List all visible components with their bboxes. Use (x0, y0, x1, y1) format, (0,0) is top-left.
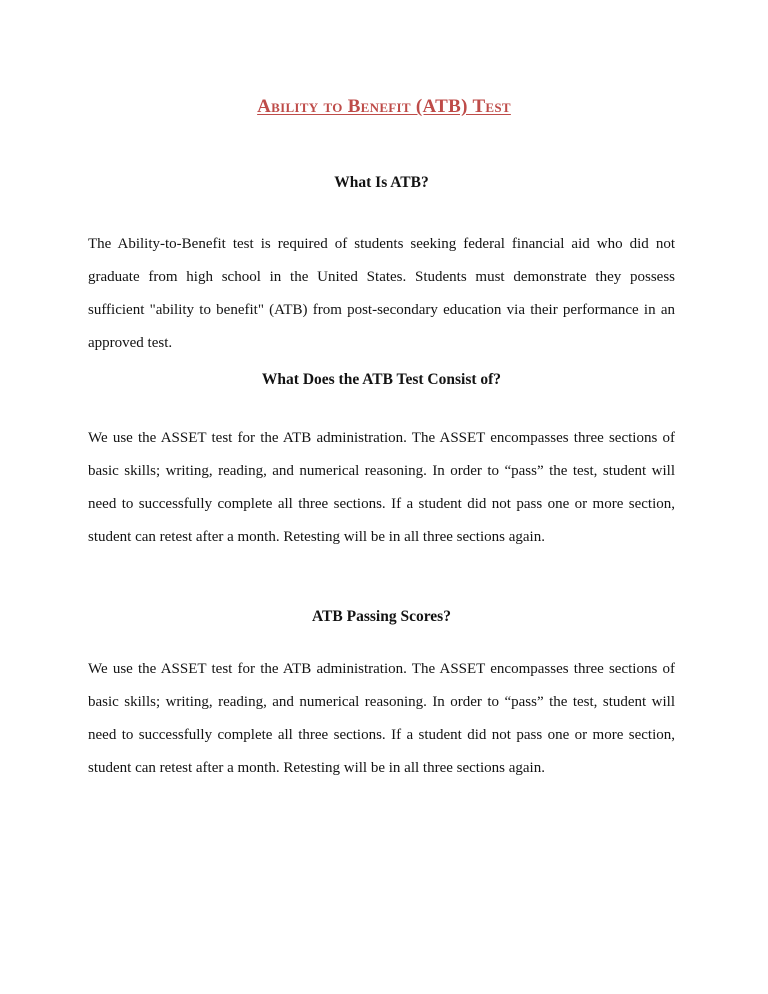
section-body-atb-passing-scores: We use the ASSET test for the ATB administration. The ASSET encompasses three sections of basic skills; writing, reading, and numerical reasoning. In order to “pass” the test, student will need to successfully complete all three sections. If a student did not pass one or more section, student can retest after a month. Retesting will be in all three sections again. (88, 661, 675, 776)
section-body-atb-test-consist: We use the ASSET test for the ATB administration. The ASSET encompasses three sections of basic skills; writing, reading, and numerical reasoning. In order to “pass” the test, student will need to successfully complete all three sections. If a student did not pass one or more section, student can retest after a month. Retesting will be in all three sections again. (88, 430, 675, 545)
document-title: Ability to Benefit (ATB) Test (257, 96, 511, 117)
section-heading-atb-passing-scores: ATB Passing Scores? (312, 608, 451, 625)
section-heading-atb-test-consist: What Does the ATB Test Consist of? (261, 371, 502, 388)
section-body-what-is-atb: The Ability-to-Benefit test is required of students seeking federal financial aid who did not graduate from high school in the United States. Students must demonstrate they possess sufficient "ability to benefit" (ATB) from post-secondary education via their performance in an approved test. (88, 236, 675, 351)
section-heading-what-is-atb: What Is ATB? (334, 174, 429, 191)
